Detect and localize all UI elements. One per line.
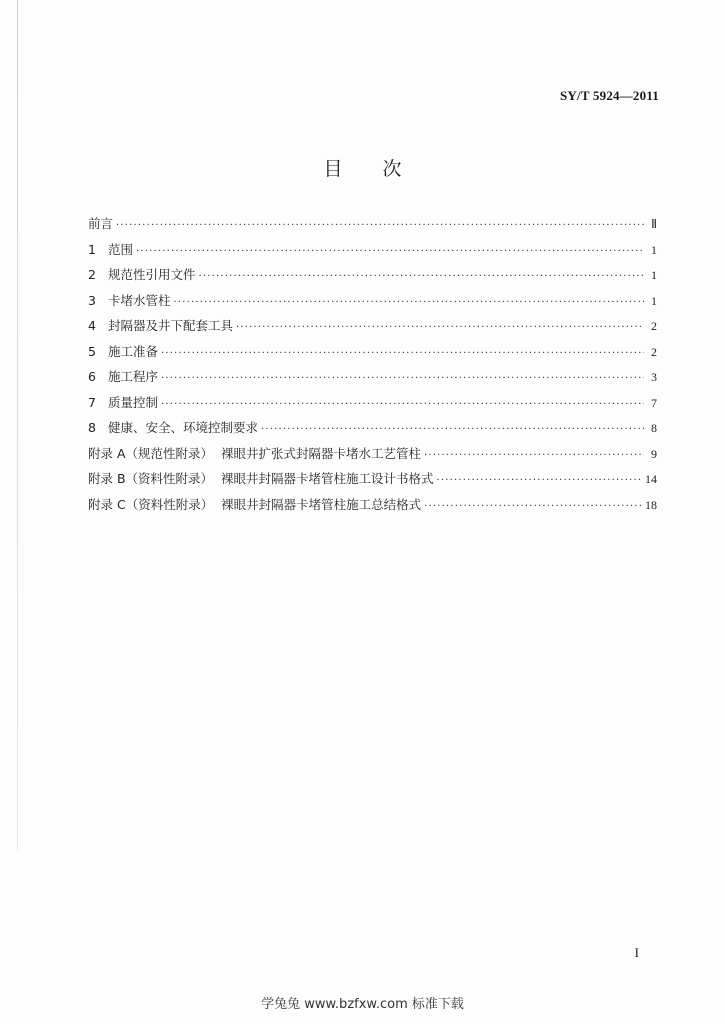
toc-entry-page: 1 bbox=[651, 268, 657, 282]
toc-entry-label: 附录 A（规范性附录） 裸眼井扩张式封隔器卡堵水工艺管柱 bbox=[88, 445, 421, 461]
toc-entry-page: Ⅱ bbox=[651, 217, 657, 231]
toc-entry[interactable] bbox=[88, 214, 657, 240]
toc-leader-dots bbox=[161, 399, 644, 410]
toc-entry-page: 3 bbox=[651, 370, 657, 384]
toc-leader-dots bbox=[261, 424, 644, 435]
toc-entry[interactable] bbox=[88, 469, 657, 495]
toc-entry-page: 2 bbox=[651, 344, 657, 359]
toc-entry-label: 健康、安全、环境控制要求 bbox=[108, 420, 259, 435]
toc-entry-page: 14 bbox=[645, 472, 657, 486]
toc-title-char-1: 目 bbox=[323, 158, 343, 180]
toc-entry-page: 18 bbox=[645, 497, 657, 512]
toc-leader-dots bbox=[437, 475, 643, 486]
toc-entry-label: 封隔器及井下配套工具 bbox=[108, 318, 234, 333]
toc-entry-label: 施工程序 bbox=[108, 369, 159, 384]
toc-leader-dots bbox=[161, 373, 644, 384]
standard-code: SY/T 5924—2011 bbox=[560, 88, 659, 103]
toc-entry-number: 8 bbox=[88, 420, 96, 435]
toc-entry-number: 7 bbox=[88, 394, 96, 410]
toc-entry-label: 卡堵水管柱 bbox=[108, 292, 171, 308]
toc-leader-dots bbox=[424, 501, 642, 512]
toc-leader-dots bbox=[424, 450, 644, 461]
toc-entry-number: 1 bbox=[88, 241, 96, 257]
toc-leader-dots bbox=[174, 297, 644, 308]
toc-entry-number: 2 bbox=[88, 267, 96, 282]
toc-entry[interactable] bbox=[88, 265, 657, 291]
toc-entry-page: 1 bbox=[651, 293, 657, 308]
toc-entry[interactable] bbox=[88, 316, 657, 342]
toc-entry[interactable] bbox=[88, 342, 657, 368]
toc-entry-page: 8 bbox=[651, 421, 657, 435]
toc-entry[interactable] bbox=[88, 291, 657, 317]
footer-watermark: 学兔兔 www.bzfxw.com 标准下载 bbox=[261, 997, 464, 1012]
toc-entry[interactable] bbox=[88, 393, 657, 419]
page-number: I bbox=[634, 945, 639, 960]
toc-entry-number: 3 bbox=[88, 292, 96, 308]
toc-entry[interactable] bbox=[88, 495, 657, 521]
toc-entry-page: 7 bbox=[651, 395, 657, 410]
toc-entry-page: 2 bbox=[651, 319, 657, 333]
toc-entry[interactable] bbox=[88, 240, 657, 266]
toc-leader-dots bbox=[136, 246, 644, 257]
toc-title bbox=[0, 154, 725, 181]
toc-entry[interactable] bbox=[88, 367, 657, 393]
toc-leader-dots bbox=[236, 322, 644, 333]
toc-entry-label: 附录 C（资料性附录） 裸眼井封隔器卡堵管柱施工总结格式 bbox=[88, 496, 422, 512]
toc-entry-page: 1 bbox=[651, 242, 657, 257]
toc-entry-number: 5 bbox=[88, 343, 96, 359]
toc-entry-label: 质量控制 bbox=[108, 394, 159, 410]
table-of-contents bbox=[88, 214, 657, 520]
toc-entry-label: 附录 B（资料性附录） 裸眼井封隔器卡堵管柱施工设计书格式 bbox=[88, 471, 434, 486]
toc-entry-number: 4 bbox=[88, 318, 96, 333]
toc-entry[interactable] bbox=[88, 444, 657, 470]
toc-entry-label: 规范性引用文件 bbox=[108, 267, 196, 282]
toc-leader-dots bbox=[161, 348, 644, 359]
toc-leader-dots bbox=[199, 271, 644, 282]
toc-entry-page: 9 bbox=[651, 446, 657, 461]
toc-entry-label: 前言 bbox=[88, 216, 114, 231]
toc-title-char-2: 次 bbox=[382, 158, 402, 180]
toc-entry[interactable] bbox=[88, 418, 657, 444]
toc-entry-number: 6 bbox=[88, 369, 96, 384]
toc-entry-label: 范围 bbox=[108, 241, 134, 257]
toc-entry-label: 施工准备 bbox=[108, 343, 159, 359]
toc-leader-dots bbox=[116, 220, 644, 231]
scan-edge-line bbox=[17, 0, 18, 850]
